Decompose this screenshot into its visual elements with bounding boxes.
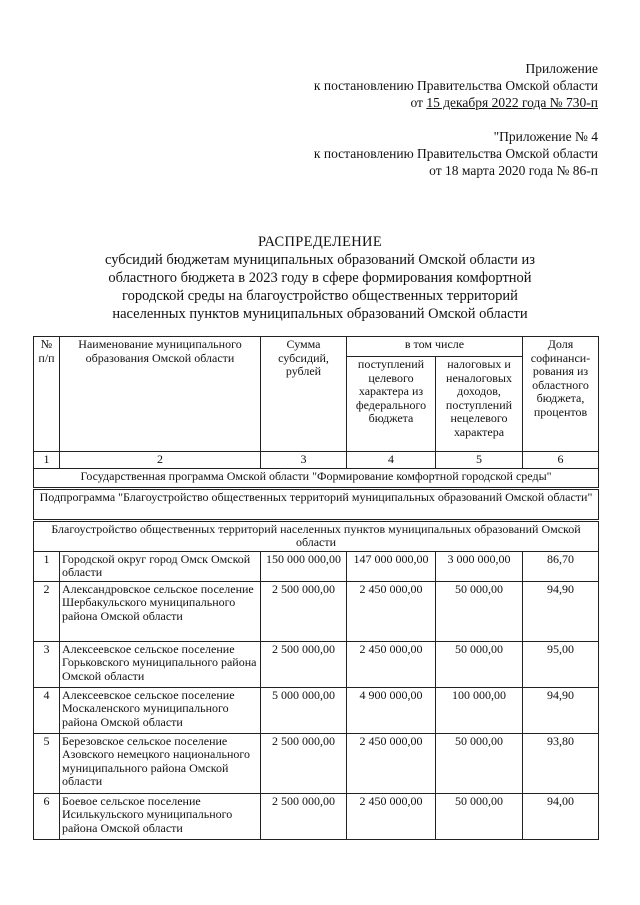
row-tax: 50 000,00 [436,733,523,793]
title-line-3: городской среды на благоустройство общественных территорий [122,288,518,304]
row-tax: 100 000,00 [436,687,523,733]
header-name: Наименование муниципального образования Омской области [60,337,261,452]
table-row [34,733,599,793]
col-number: 1 [34,452,60,469]
row-federal: 2 450 000,00 [347,733,436,793]
original-appendix-decree: к постановлению Правительства Омской области [313,146,598,161]
row-tax: 3 000 000,00 [436,551,523,581]
row-share: 95,00 [523,641,599,687]
original-appendix-label: "Приложение № 4 [493,129,598,144]
row-federal: 4 900 000,00 [347,687,436,733]
col-number: 5 [436,452,523,469]
header-tax: налоговых и неналоговых доходов, поступлений нецелевого характера [436,357,523,452]
row-federal: 2 450 000,00 [347,641,436,687]
table-row [34,793,599,839]
document-title [95,233,545,323]
row-sum: 150 000 000,00 [261,551,347,581]
row-share: 94,90 [523,581,599,641]
row-num: 1 [34,551,60,581]
row-name: Александровское сельское поселение Шербакульского муниципального района Омской области [60,581,261,641]
appendix-date-line [314,94,598,111]
row-sum: 2 500 000,00 [261,793,347,839]
appendix-label: Приложение [525,61,598,76]
program-row: Государственная программа Омской области "Формирование комфортной городской среды" [34,468,599,488]
row-federal: 2 450 000,00 [347,581,436,641]
appendix-date-prefix: от [410,95,427,110]
row-name: Алексеевское сельское поселение Москаленского муниципального района Омской области [60,687,261,733]
row-sum: 2 500 000,00 [261,733,347,793]
row-share: 93,80 [523,733,599,793]
appendix-header [314,60,598,111]
row-num: 5 [34,733,60,793]
distribution-table [33,336,599,840]
title-line-2: областного бюджета в 2023 году в сфере формирования комфортной [108,270,532,286]
row-name: Боевое сельское поселение Исилькульского муниципального района Омской области [60,793,261,839]
row-tax: 50 000,00 [436,581,523,641]
row-sum: 2 500 000,00 [261,641,347,687]
table-row [34,641,599,687]
col-number: 3 [261,452,347,469]
row-sum: 2 500 000,00 [261,581,347,641]
section-row: Благоустройство общественных территорий населенных пунктов муниципальных образований Омской области [34,520,599,551]
table-row [34,551,599,581]
row-tax: 50 000,00 [436,793,523,839]
row-share: 94,00 [523,793,599,839]
row-sum: 5 000 000,00 [261,687,347,733]
row-tax: 50 000,00 [436,641,523,687]
row-num: 6 [34,793,60,839]
header-share: Доля софинанси-рования из областного бюджета, процентов [523,337,599,452]
row-share: 86,70 [523,551,599,581]
col-number: 2 [60,452,261,469]
title-line-4: населенных пунктов муниципальных образований Омской области [112,306,528,322]
row-num: 3 [34,641,60,687]
col-number: 6 [523,452,599,469]
row-share: 94,90 [523,687,599,733]
row-name: Городской округ город Омск Омской области [60,551,261,581]
header-including: в том числе [347,337,523,357]
original-appendix-header [314,128,598,179]
original-appendix-date: от 18 марта 2020 года № 86-п [429,163,598,178]
header-num: № п/п [34,337,60,452]
appendix-decree: к постановлению Правительства Омской области [313,78,598,93]
header-sum: Сумма субсидий, рублей [261,337,347,452]
title-line-1: субсидий бюджетам муниципальных образований Омской области из [104,252,536,268]
header-federal: поступлений целевого характера из федерального бюджета [347,357,436,452]
row-name: Березовское сельское поселение Азовского немецкого национального муниципального района Омской области [60,733,261,793]
title-heading: РАСПРЕДЕЛЕНИЕ [258,234,382,250]
table-row [34,687,599,733]
row-num: 4 [34,687,60,733]
table-row [34,581,599,641]
row-federal: 2 450 000,00 [347,793,436,839]
row-name: Алексеевское сельское поселение Горьковского муниципального района Омской области [60,641,261,687]
col-number: 4 [347,452,436,469]
appendix-date: 15 декабря 2022 года № 730-п [426,95,598,110]
subprogram-row: Подпрограмма "Благоустройство общественных территорий муниципальных образований Омской области" [34,488,599,520]
row-num: 2 [34,581,60,641]
column-number-row [34,452,599,469]
row-federal: 147 000 000,00 [347,551,436,581]
